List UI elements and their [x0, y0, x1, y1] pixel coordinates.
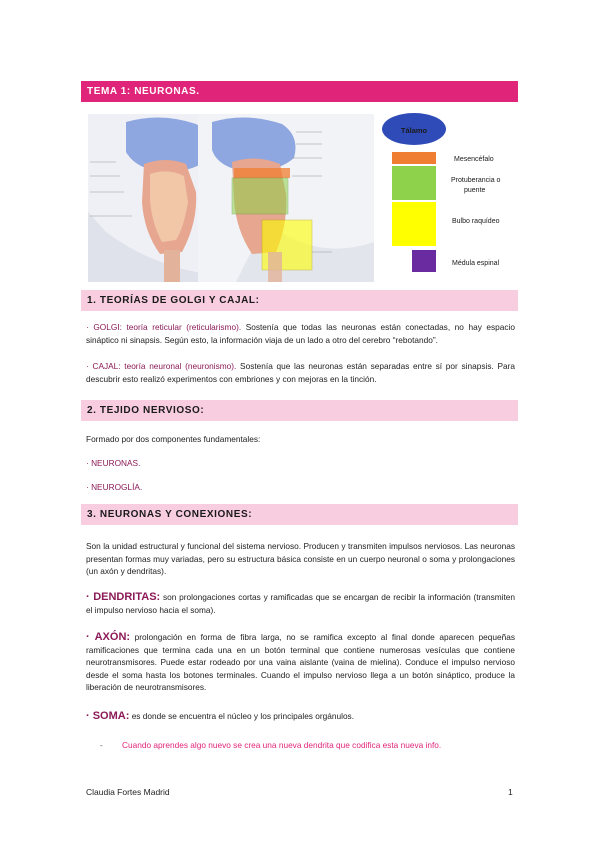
spinal-cord-right: [268, 252, 282, 282]
section-3-title: 3. NEURONAS Y CONEXIONES:: [81, 504, 518, 525]
section-1-title: 1. TEORÍAS DE GOLGI Y CAJAL:: [81, 290, 518, 311]
list-item-neuronas: · NEURONAS.: [86, 458, 141, 468]
golgi-paragraph: [86, 321, 515, 346]
legend-swatch-mesencefalo: [392, 152, 436, 164]
pons-highlight: [232, 178, 288, 214]
soma-lead: · SOMA:: [86, 710, 130, 722]
legend-label-bulbo: Bulbo raquídeo: [452, 218, 500, 225]
legend-label-protuberancia-line2: puente: [464, 187, 486, 194]
brainstem-figure: [86, 112, 516, 284]
cajal-lead: · CAJAL: teoría neuronal (neuronismo).: [86, 361, 237, 371]
legend-swatch-bulbo: [392, 202, 436, 246]
cajal-body: Sostenía que las neuronas están separadas entre sí por sinapsis. Para descubrir esto realizó experimentos con embriones y con mejoras en la tinción.: [86, 361, 515, 384]
axon-paragraph: [86, 631, 515, 694]
brainstem-illustration: [86, 112, 516, 284]
note-dash: -: [100, 740, 103, 750]
legend-label-protuberancia-line1: Protuberancia o: [451, 177, 501, 184]
legend-swatch-protuberancia: [392, 166, 436, 200]
legend-label-talamo: Tálamo: [400, 126, 428, 135]
neuronas-intro: Son la unidad estructural y funcional del sistema nervioso. Producen y transmiten impulsos nerviosos. Las neuronas presentan formas muy variadas, pero su estructura básica consiste en un cuerpo neuronal o soma y prolongaciones (un axón y dendritas).: [86, 541, 515, 577]
dendritas-paragraph: [86, 591, 515, 616]
soma-body: es donde se encuentra el núcleo y los principales orgánulos.: [129, 711, 355, 721]
axon-lead: · AXÓN:: [86, 631, 131, 643]
golgi-body: Sostenía que todas las neuronas están conectadas, no hay espacio sináptico ni sinapsis. Según esto, la información viaja de un lado a otro del cerebro “rebotando”.: [86, 322, 515, 345]
legend-label-mesencefalo: Mesencéfalo: [454, 156, 494, 163]
note-line: [100, 740, 441, 750]
mesencephalon-highlight: [234, 168, 290, 178]
list-item-neuroglia: · NEUROGLÍA.: [86, 482, 143, 492]
footer-author: Claudia Fortes Madrid: [86, 787, 170, 797]
axon-body: prolongación en forma de fibra larga, no se ramifica excepto al final donde aparecen pequeñas ramificaciones que termina cada una en un botón terminal que contiene numerosas vesículas que contiene neurotransmisores. Puede estar rodeado por una vaina aislante (vaina de mielina). Conduce el impulso nervioso desde el soma hasta los botones terminales. Cuando el impulso nervioso llega a un botón sináptico, produce la liberación de neurotransmisores.: [86, 632, 515, 693]
note-text: Cuando aprendes algo nuevo se crea una nueva dendrita que codifica esta nueva info.: [122, 740, 442, 750]
legend-swatch-medula: [412, 250, 436, 272]
cajal-paragraph: [86, 360, 515, 385]
golgi-lead: · GOLGI: teoría reticular (reticularismo).: [86, 322, 242, 332]
tejido-intro: Formado por dos componentes fundamentales:: [86, 434, 261, 444]
footer-page-number: 1: [508, 787, 513, 797]
section-2-title: 2. TEJIDO NERVIOSO:: [81, 400, 518, 421]
legend-label-medula: Médula espinal: [452, 260, 500, 267]
spinal-cord-left: [164, 250, 180, 282]
dendritas-lead: · DENDRITAS:: [86, 591, 161, 603]
page-title: TEMA 1: NEURONAS.: [81, 81, 518, 102]
dendritas-body: son prolongaciones cortas y ramificadas que se encargan de recibir la información (transmiten el impulso nervioso hacia el soma).: [86, 592, 515, 615]
soma-paragraph: [86, 710, 515, 723]
